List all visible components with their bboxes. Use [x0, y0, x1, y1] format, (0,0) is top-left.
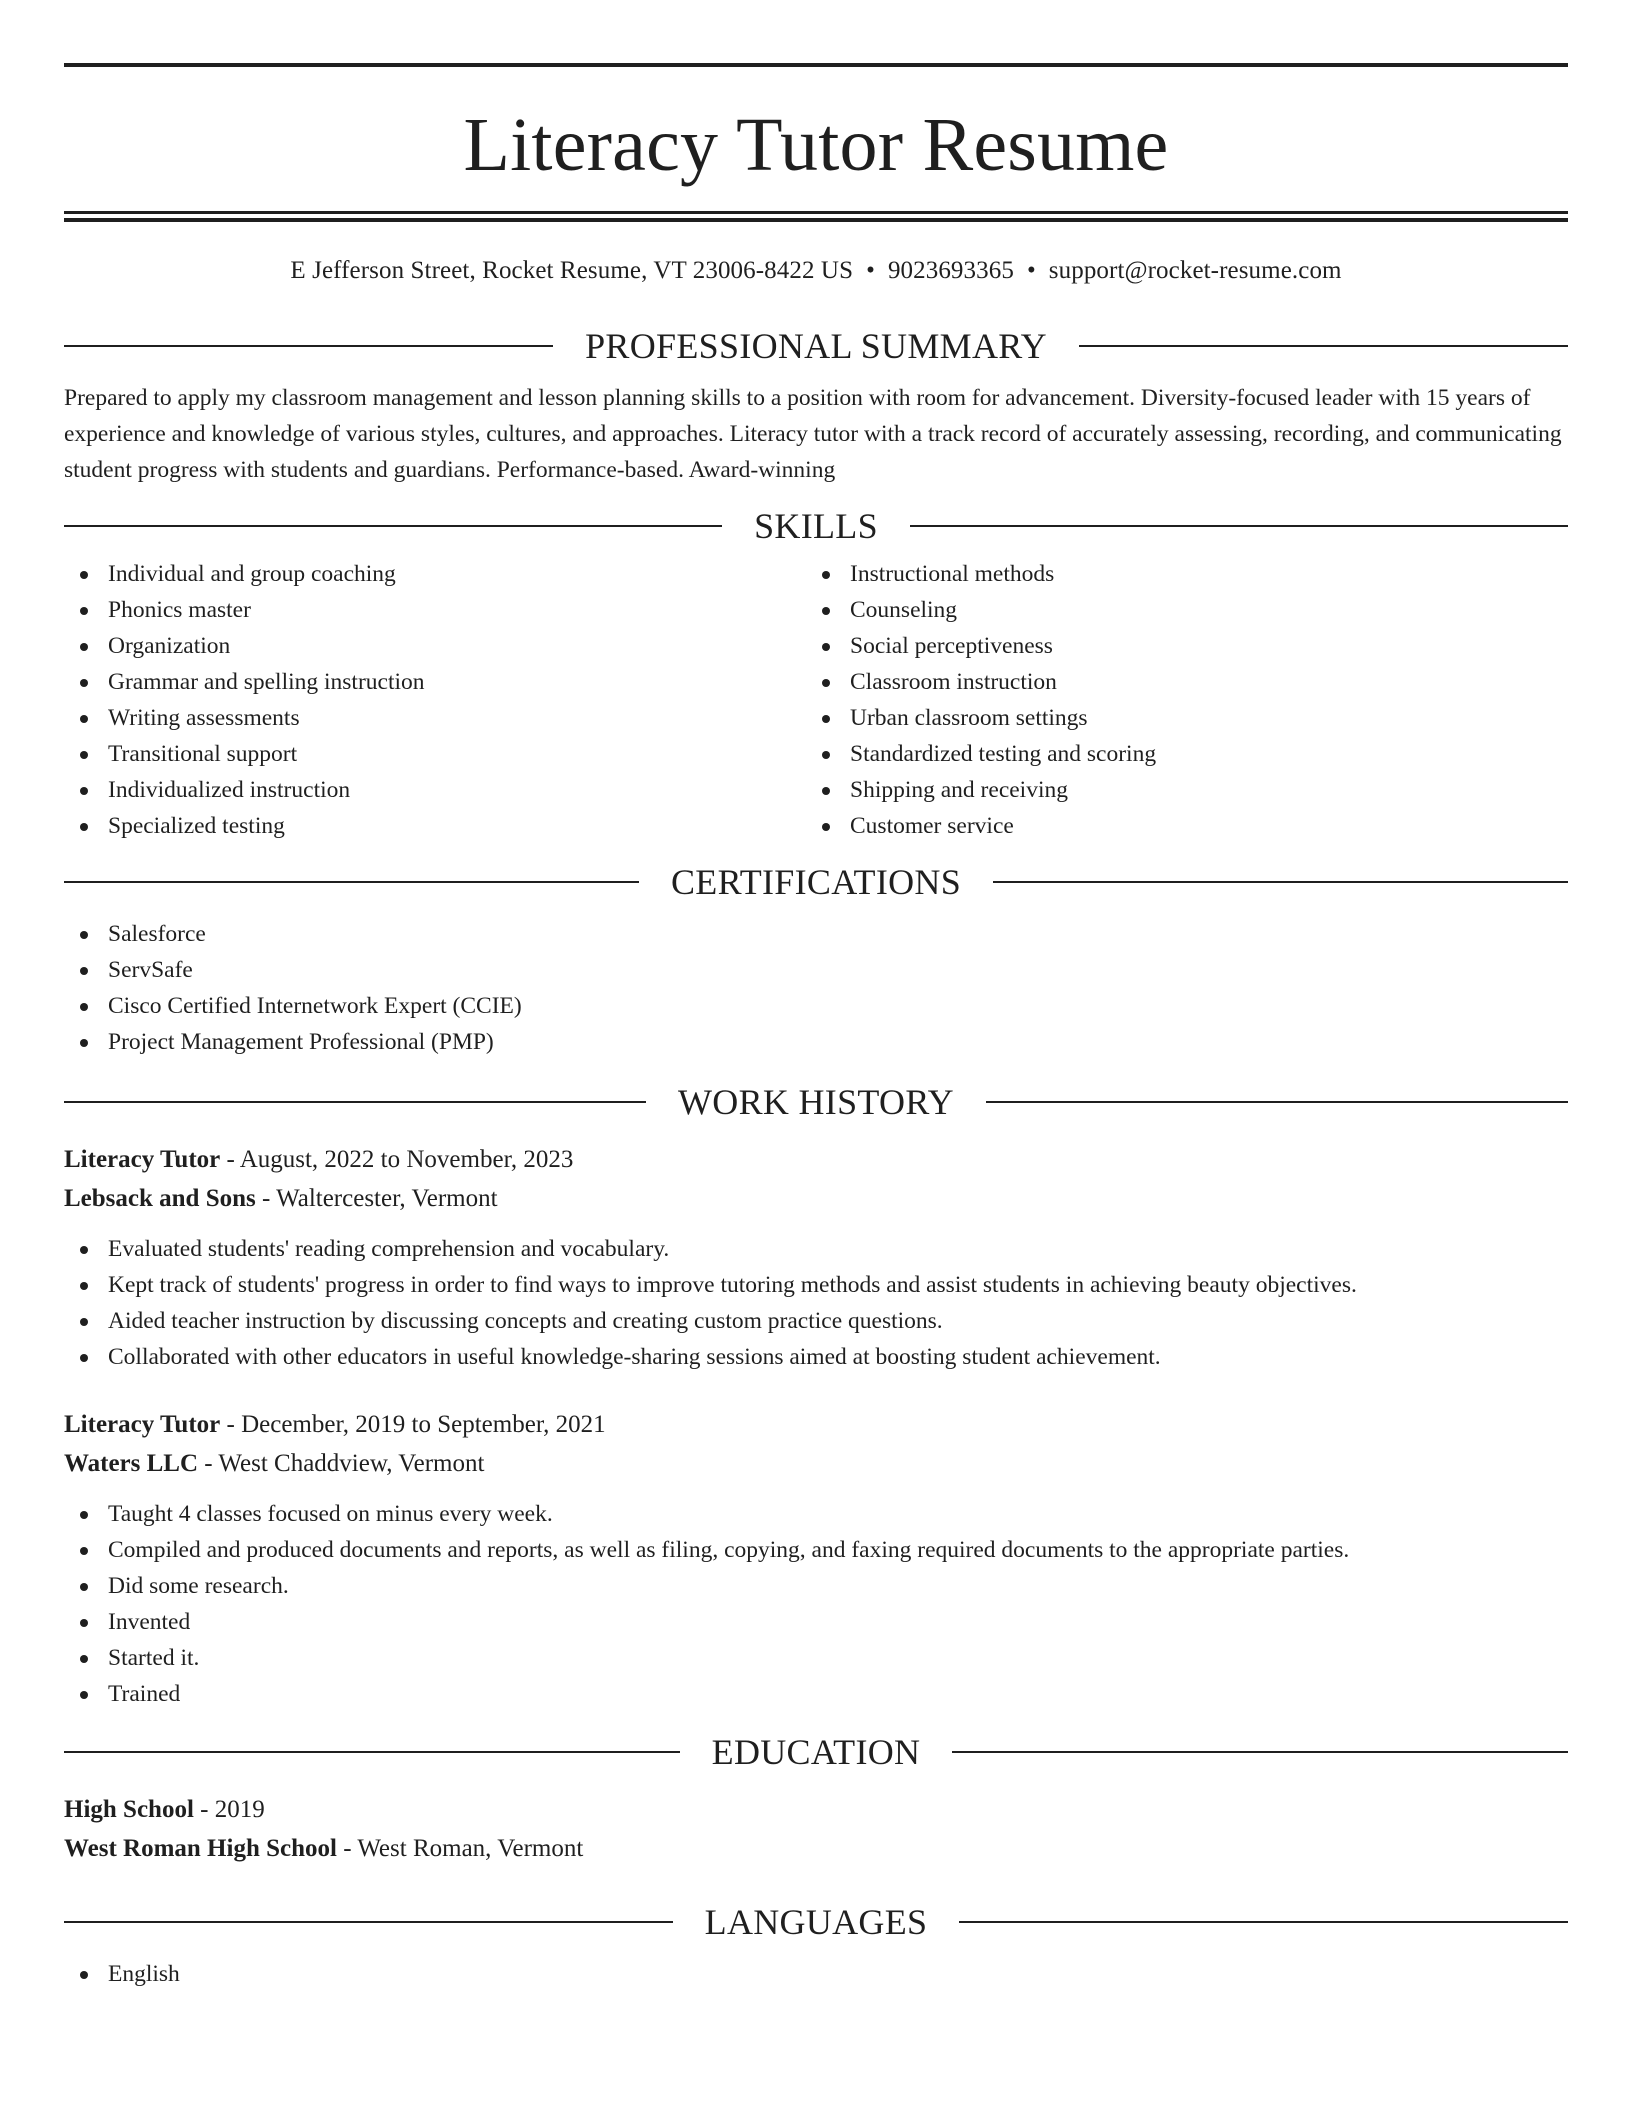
certifications-section-header — [64, 860, 1568, 904]
job-duty: Did some research. — [64, 1568, 1568, 1604]
contact-separator: • — [1026, 257, 1036, 284]
certification-item: ServSafe — [64, 952, 1568, 988]
job-company: Lebsack and Sons — [64, 1185, 256, 1212]
skill-item: Shipping and receiving — [806, 772, 1548, 808]
skill-item: Individualized instruction — [64, 772, 806, 808]
divider-line — [64, 881, 639, 883]
job-duty: Compiled and produced documents and reports, as well as filing, copying, and faxing required documents to the appropriate parties. — [64, 1532, 1568, 1568]
skills-heading: SKILLS — [754, 506, 878, 546]
job-company: Waters LLC — [64, 1450, 199, 1477]
skills-left-list — [64, 556, 806, 844]
job-duties-list — [64, 1231, 1568, 1375]
divider-line — [64, 345, 553, 347]
education-degree-line — [64, 1790, 1568, 1829]
job-company-line — [64, 1444, 1568, 1483]
education-year: - 2019 — [193, 1796, 265, 1823]
divider-line — [910, 525, 1568, 527]
education-school: West Roman High School — [64, 1835, 337, 1862]
certifications-heading: CERTIFICATIONS — [670, 862, 962, 902]
skill-item: Counseling — [806, 592, 1548, 628]
job-title-line — [64, 1140, 1568, 1179]
education-entry — [64, 1790, 1568, 1868]
divider-line — [1079, 345, 1568, 347]
title-double-rule — [64, 211, 1568, 222]
job-dates: - August, 2022 to November, 2023 — [220, 1146, 574, 1173]
skills-columns — [64, 556, 1568, 844]
skills-right-list — [806, 556, 1548, 844]
education-heading: EDUCATION — [711, 1732, 921, 1772]
languages-heading: LANGUAGES — [704, 1902, 928, 1942]
job-company-line — [64, 1179, 1568, 1218]
divider-line — [959, 1921, 1568, 1923]
job-duty: Collaborated with other educators in useful knowledge-sharing sessions aimed at boosting student achievement. — [64, 1339, 1568, 1375]
skill-item: Phonics master — [64, 592, 806, 628]
job-title-line — [64, 1405, 1568, 1444]
job-title: Literacy Tutor — [64, 1411, 221, 1438]
skill-item: Customer service — [806, 808, 1548, 844]
education-school-line — [64, 1829, 1568, 1868]
divider-line — [64, 1751, 680, 1753]
skills-section-header — [64, 504, 1568, 548]
certification-item: Project Management Professional (PMP) — [64, 1024, 1568, 1060]
job-duty: Evaluated students' reading comprehension and vocabulary. — [64, 1231, 1568, 1267]
summary-section-header — [64, 324, 1568, 368]
skill-item: Transitional support — [64, 736, 806, 772]
education-location: - West Roman, Vermont — [336, 1835, 584, 1862]
skill-item: Specialized testing — [64, 808, 806, 844]
work-heading: WORK HISTORY — [678, 1082, 954, 1122]
languages-section-header — [64, 1900, 1568, 1944]
language-item: English — [64, 1956, 1568, 1992]
contact-email[interactable]: support@rocket-resume.com — [1048, 257, 1342, 284]
resume-title: Literacy Tutor Resume — [463, 103, 1169, 187]
skill-item: Standardized testing and scoring — [806, 736, 1548, 772]
job-duties-list — [64, 1496, 1568, 1712]
skill-item: Writing assessments — [64, 700, 806, 736]
contact-line — [64, 256, 1568, 286]
job-entry — [64, 1140, 1568, 1375]
divider-line — [64, 525, 722, 527]
skill-item: Individual and group coaching — [64, 556, 806, 592]
divider-line — [952, 1751, 1568, 1753]
certifications-list — [64, 916, 1568, 1060]
job-duty: Invented — [64, 1604, 1568, 1640]
certification-item: Salesforce — [64, 916, 1568, 952]
divider-line — [64, 1101, 646, 1103]
summary-text: Prepared to apply my classroom management and lesson planning skills to a position with room for advancement. Diversity-focused leader with 15 years of experience and knowledge of various styles, cultures, and approaches. Literacy tutor with a track record of accurately assessing, recording, and communicating student progress with students and guardians. Performance-based. Award-winning — [64, 385, 1562, 483]
skill-item: Organization — [64, 628, 806, 664]
divider-line — [986, 1101, 1568, 1103]
job-duty: Aided teacher instruction by discussing concepts and creating custom practice questions. — [64, 1303, 1568, 1339]
languages-list — [64, 1956, 1568, 1992]
work-section-header — [64, 1080, 1568, 1124]
skill-item: Social perceptiveness — [806, 628, 1548, 664]
divider-line — [64, 1921, 673, 1923]
resume-page — [64, 63, 1568, 1992]
skill-item: Grammar and spelling instruction — [64, 664, 806, 700]
contact-address: E Jefferson Street, Rocket Resume, VT 23006-8422 US — [290, 257, 854, 284]
job-location: - Waltercester, Vermont — [255, 1185, 498, 1212]
certification-item: Cisco Certified Internetwork Expert (CCIE) — [64, 988, 1568, 1024]
skill-item: Classroom instruction — [806, 664, 1548, 700]
divider-line — [993, 881, 1568, 883]
job-title: Literacy Tutor — [64, 1146, 221, 1173]
contact-separator: • — [866, 257, 875, 284]
job-location: - West Chaddview, Vermont — [198, 1450, 485, 1477]
skill-item: Urban classroom settings — [806, 700, 1548, 736]
education-degree: High School — [64, 1796, 194, 1823]
job-duty: Started it. — [64, 1640, 1568, 1676]
job-dates: - December, 2019 to September, 2021 — [220, 1411, 606, 1438]
job-duty: Trained — [64, 1676, 1568, 1712]
summary-heading: PROFESSIONAL SUMMARY — [585, 326, 1047, 366]
skill-item: Instructional methods — [806, 556, 1548, 592]
education-section-header — [64, 1730, 1568, 1774]
job-duty: Taught 4 classes focused on minus every week. — [64, 1496, 1568, 1532]
job-entry — [64, 1405, 1568, 1712]
job-duty: Kept track of students' progress in order to find ways to improve tutoring methods and assist students in achieving beauty objectives. — [64, 1267, 1568, 1303]
top-rule — [64, 63, 1568, 67]
contact-phone: 9023693365 — [887, 257, 1014, 284]
